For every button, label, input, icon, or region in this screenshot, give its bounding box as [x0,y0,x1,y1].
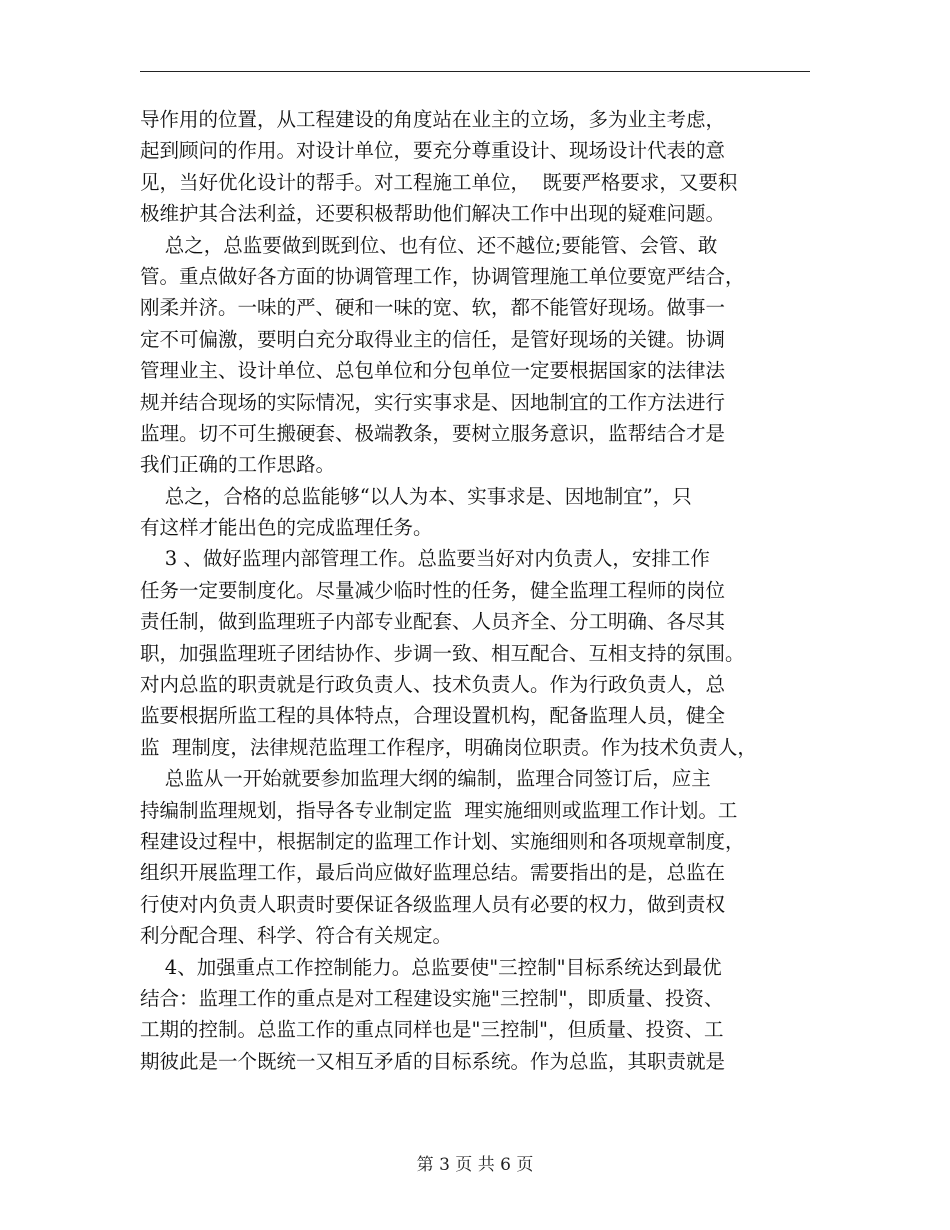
header-rule [140,71,810,72]
text-line: 监要根据所监工程的具体特点，合理设置机构，配备监理人员，健全 [140,704,726,728]
text-line: 管理业主、设计单位、总包单位和分包单位一定要根据国家的法律法 [140,359,726,383]
text-line: 起到顾问的作用。对设计单位，要充分尊重设计、现场设计代表的意 [140,139,726,163]
text-line: 结合：监理工作的重点是对工程建设实施"三控制"，即质量、投资、 [140,986,724,1010]
body-text [140,104,815,1077]
text-line: 责任制，做到监理班子内部专业配套、人员齐全、分工明确、各尽其 [140,610,726,634]
text-line: 监理。切不可生搬硬套、极端教条，要树立服务意识，监帮结合才是 [140,421,726,445]
text-line: 总之，总监要做到既到位、也有位、还不越位;要能管、会管、敢 [140,233,718,257]
text-line: 工期的控制。总监工作的重点同样也是"三控制"，但质量、投资、工 [140,1018,724,1042]
text-line: 管。重点做好各方面的协调管理工作，协调管理施工单位要宽严结合， [140,264,745,288]
text-line: 对内总监的职责就是行政负责人、技术负责人。作为行政负责人，总 [140,673,726,697]
text-line: 组织开展监理工作，最后尚应做好监理总结。需要指出的是，总监在 [140,861,726,885]
text-line: 规并结合现场的实际情况，实行实事求是、因地制宜的工作方法进行 [140,390,726,414]
text-line: 见，当好优化设计的帮手。对工程施工单位， 既要严格要求，又要积 [140,170,738,194]
text-line: 监 理制度，法律规范监理工作程序，明确岗位职责。作为技术负责人， [140,735,757,759]
text-line: 任务一定要制度化。尽量减少临时性的任务，健全监理工程师的岗位 [140,578,726,602]
text-line: 4、加强重点工作控制能力。总监要使"三控制"目标系统达到最优 [140,955,722,979]
text-line: 期彼此是一个既统一又相互矛盾的目标系统。作为总监，其职责就是 [140,1049,726,1073]
text-line: 持编制监理规划，指导各专业制定监 理实施细则或监理工作计划。工 [140,798,738,822]
text-line: 利分配合理、科学、符合有关规定。 [140,924,453,948]
text-line: 我们正确的工作思路。 [140,453,336,477]
text-line: 程建设过程中，根据制定的监理工作计划、实施细则和各项规章制度， [140,829,745,853]
text-line: 刚柔并济。一味的严、硬和一味的宽、软，都不能管好现场。做事一 [140,296,726,320]
text-line: 极维护其合法利益，还要积极帮助他们解决工作中出现的疑难问题。 [140,202,726,226]
text-line: 3 、做好监理内部管理工作。总监要当好对内负责人，安排工作 [140,547,710,571]
text-line: 职，加强监理班子团结协作、步调一致、相互配合、互相支持的氛围。 [140,641,745,665]
text-line: 导作用的位置，从工程建设的角度站在业主的立场，多为业主考虑， [140,108,726,131]
text-line: 总监从一开始就要参加监理大纲的编制，监理合同签订后，应主 [140,767,711,791]
text-line: 总之，合格的总监能够“以人为本、实事求是、因地制宜”，只 [140,484,692,508]
text-line: 定不可偏激，要明白充分取得业主的信任，是管好现场的关键。协调 [140,327,726,351]
page-footer: 第 3 页 共 6 页 [416,1155,534,1175]
text-line: 行使对内负责人职责时要保证各级监理人员有必要的权力，做到责权 [140,892,726,916]
text-line: 有这样才能出色的完成监理任务。 [140,516,433,540]
